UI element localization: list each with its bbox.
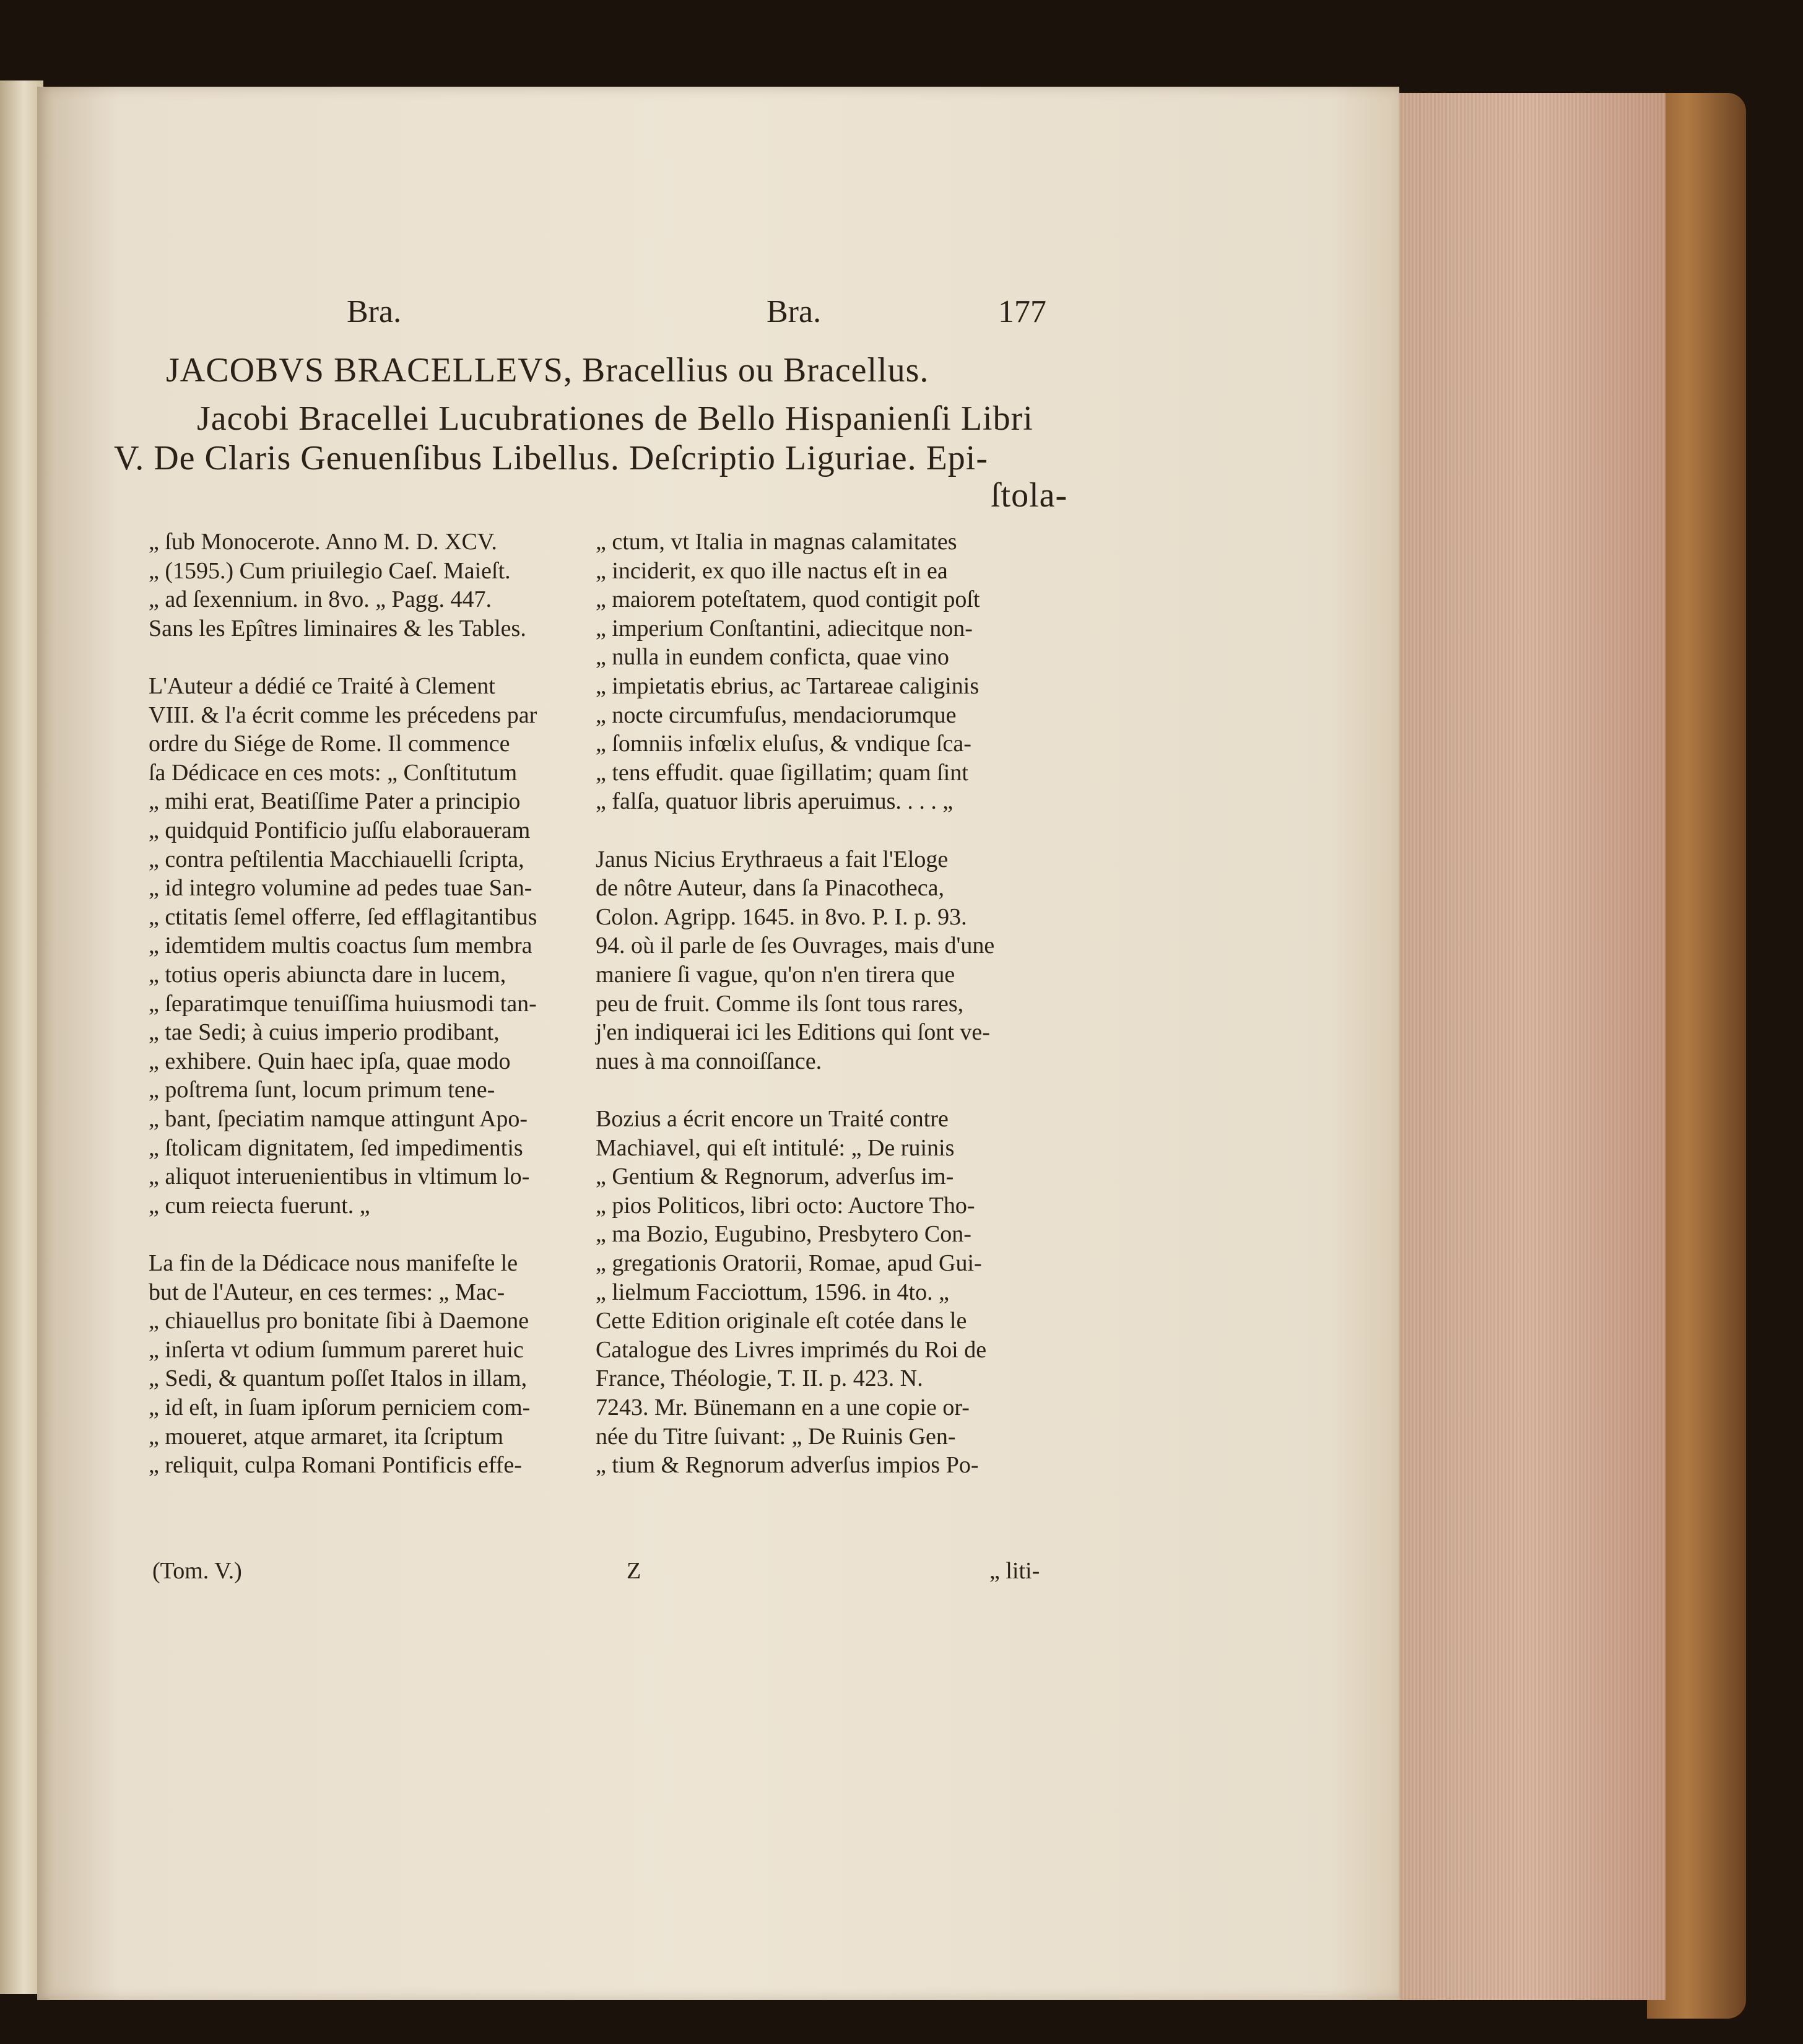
left_column-line: Sans les Epîtres liminaires & les Tables. xyxy=(149,615,526,641)
left_column-line: „ aliquot interuenientibus in vltimum lo- xyxy=(149,1163,530,1190)
right_column-line: „ lielmum Facciottum, 1596. in 4to. „ xyxy=(596,1279,949,1305)
left_column-line: „ quidquid Pontificio juſſu elaboraueram xyxy=(149,817,531,843)
heading-line-3: V. De Claris Genuenſibus Libellus. Deſcriptio Liguriae. Epi- xyxy=(114,439,989,477)
left_column-line: „ exhibere. Quin haec ipſa, quae modo xyxy=(149,1048,511,1074)
left_column-line: „ idemtidem multis coactus ſum membra xyxy=(149,933,532,959)
left_column-line: VIII. & l'a écrit comme les précedens par xyxy=(149,702,537,728)
right_column-line: „ pios Politicos, libri octo: Auctore Tho- xyxy=(596,1192,975,1219)
left_column-line: but de l'Auteur, en ces termes: „ Mac- xyxy=(149,1279,505,1305)
heading-line-1: JACOBVS BRACELLEVS, Bracellius ou Bracellus. xyxy=(166,351,929,389)
header-center: Bra. xyxy=(767,294,822,329)
footer-catchword: „ liti- xyxy=(989,1558,1040,1584)
right_column-line: France, Théologie, T. II. p. 423. N. xyxy=(596,1365,923,1392)
header-left: Bra. xyxy=(347,294,402,329)
heading-line-2: Jacobi Bracellei Lucubrationes de Bello Hispanienſi Libri xyxy=(197,399,1033,438)
right_column-line: née du Titre ſuivant: „ De Ruinis Gen- xyxy=(596,1423,956,1450)
right_column-line: Catalogue des Livres imprimés du Roi de xyxy=(596,1336,987,1363)
right_column-line: de nôtre Auteur, dans ſa Pinacotheca, xyxy=(596,875,945,902)
left_column-line: „ reliquit, culpa Romani Pontificis effe- xyxy=(149,1452,522,1479)
left_column-line: ordre du Siége de Rome. Il commence xyxy=(149,731,510,757)
right_column-line: „ nulla in eundem conficta, quae vino xyxy=(596,644,949,671)
left_column-line: „ cum reiecta fuerunt. „ xyxy=(149,1192,370,1219)
right_column-line: „ inciderit, ex quo ille nactus eſt in ea xyxy=(596,557,948,584)
left_column-line: „ ctitatis ſemel offerre, ſed efflagitantibus xyxy=(149,903,537,930)
right_column-line: Cette Edition originale eſt cotée dans le xyxy=(596,1308,967,1334)
left_column-line: „ contra peſtilentia Macchiauelli ſcripta, xyxy=(149,846,524,872)
right_column-line: j'en indiquerai ici les Editions qui ſont ve- xyxy=(596,1019,990,1046)
left_column-line: „ totius operis abiuncta dare in lucem, xyxy=(149,962,506,988)
page-block-edges xyxy=(1393,93,1666,2000)
left_column-line: „ mihi erat, Beatiſſime Pater a principio xyxy=(149,788,521,815)
left_column-line: „ moueret, atque armaret, ita ſcriptum xyxy=(149,1423,503,1450)
right_column-line: „ falſa, quatuor libris aperuimus. . . . „ xyxy=(596,788,954,815)
left_column-line: „ id eſt, in ſuam ipſorum perniciem com- xyxy=(149,1394,531,1420)
left_column-line: L'Auteur a dédié ce Traité à Clement xyxy=(149,673,495,699)
left_column-line: „ poſtrema ſunt, locum primum tene- xyxy=(149,1077,495,1103)
left_column-line: „ ad ſexennium. in 8vo. „ Pagg. 447. xyxy=(149,586,492,613)
left_column-line: „ (1595.) Cum priuilegio Caeſ. Maieſt. xyxy=(149,557,511,584)
right_column-line: peu de fruit. Comme ils ſont tous rares, xyxy=(596,990,964,1017)
footer-tome: (Tom. V.) xyxy=(152,1558,242,1584)
right_column-line: Colon. Agripp. 1645. in 8vo. P. I. p. 93. xyxy=(596,903,967,930)
right_column-line: 7243. Mr. Bünemann en a une copie or- xyxy=(596,1394,970,1420)
right_column-line: nues à ma connoiſſance. xyxy=(596,1048,822,1074)
right_column-line: „ imperium Conſtantini, adiecitque non- xyxy=(596,615,973,641)
left_column-line: „ chiauellus pro bonitate ſibi à Daemone xyxy=(149,1308,529,1334)
heading-line-4: ſtola- xyxy=(991,476,1068,515)
right_column-line: „ ſomniis infœlix eluſus, & vndique ſca- xyxy=(596,731,971,757)
right_column-line: „ Gentium & Regnorum, adverſus im- xyxy=(596,1163,954,1190)
footer-signature: Z xyxy=(627,1558,641,1584)
right_column-line: maniere ſi vague, qu'on n'en tirera que xyxy=(596,962,955,988)
right_column-line: Bozius a écrit encore un Traité contre xyxy=(596,1106,949,1132)
left_column-line: „ bant, ſpeciatim namque attingunt Apo- xyxy=(149,1106,528,1132)
left_column-line: „ id integro volumine ad pedes tuae San- xyxy=(149,875,532,902)
left_column-line: „ ſeparatimque tenuiſſima huiusmodi tan- xyxy=(149,990,537,1017)
right_column-line: Janus Nicius Erythraeus a fait l'Eloge xyxy=(596,846,949,872)
right_column-line: „ maiorem poteſtatem, quod contigit poſt xyxy=(596,586,980,613)
right_column-line: „ gregationis Oratorii, Romae, apud Gui- xyxy=(596,1250,982,1276)
left_column-line: „ ſub Monocerote. Anno M. D. XCV. xyxy=(149,529,497,555)
left_column-line: „ Sedi, & quantum poſſet Italos in illam, xyxy=(149,1365,528,1392)
right_column-line: 94. où il parle de ſes Ouvrages, mais d'une xyxy=(596,933,995,959)
left_column-line: „ ſtolicam dignitatem, ſed impedimentis xyxy=(149,1134,523,1161)
right_column-line: „ nocte circumfuſus, mendaciorumque xyxy=(596,702,957,728)
left_column-line: „ tae Sedi; à cuius imperio prodibant, xyxy=(149,1019,500,1046)
right_column-line: „ impietatis ebrius, ac Tartareae caliginis xyxy=(596,673,980,699)
right_column-line: Machiavel, qui eſt intitulé: „ De ruinis xyxy=(596,1134,955,1161)
left_column-line: ſa Dédicace en ces mots: „ Conſtitutum xyxy=(149,759,518,786)
right_column-line: „ tens effudit. quae ſigillatim; quam ſint xyxy=(596,759,968,786)
right_column-line: „ ma Bozio, Eugubino, Presbytero Con- xyxy=(596,1221,971,1248)
right_column-line: „ ctum, vt Italia in magnas calamitates xyxy=(596,529,957,555)
right_column-line: „ tium & Regnorum adverſus impios Po- xyxy=(596,1452,979,1479)
page-number: 177 xyxy=(998,294,1046,329)
left_column-line: La fin de la Dédicace nous manifeſte le xyxy=(149,1250,518,1276)
left_column-line: „ inſerta vt odium ſummum pareret huic xyxy=(149,1336,524,1363)
